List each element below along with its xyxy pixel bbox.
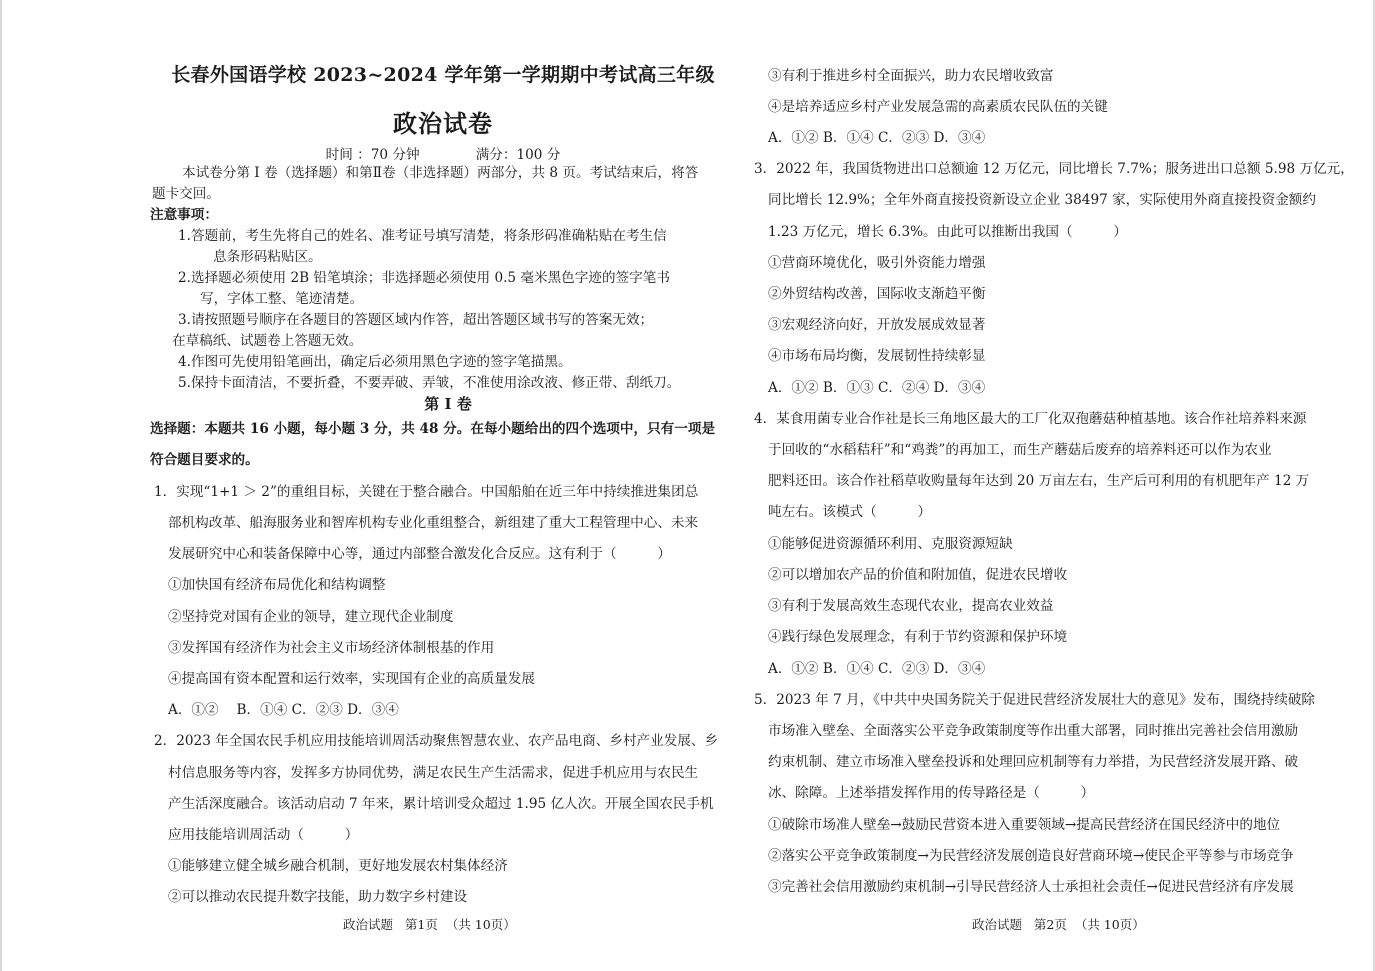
q5-stem-line: 市场准入壁垒、全面落实公平竞争政策制度等作出重大部署，同时推出完善社会信用激励 (768, 723, 1299, 739)
q4-option: ①能够促进资源循环利用、克服资源短缺 (768, 536, 1013, 552)
intro-line-1: 本试卷分第 Ⅰ 卷（选择题）和第Ⅱ卷（非选择题）两部分，共 8 页。考试结束后，将答 (182, 165, 699, 181)
q3-stem-line: 3．2022 年，我国货物进出口总额逾 12 万亿元，同比增长 7.7%；服务进出口总额 5.98 万亿元， (754, 161, 1354, 177)
note-line: 5.保持卡面清洁，不要折叠，不要弄破、弄皱，不准使用涂改液、修正带、刮纸刀。 (178, 375, 681, 391)
q1-choices: A．①② B．①④ C．②③ D．③④ (168, 702, 399, 718)
q3-option: ③宏观经济向好，开放发展成效显著 (768, 317, 986, 333)
q1-option: ④提高国有资本配置和运行效率，实现国有企业的高质量发展 (168, 671, 536, 687)
q5-stem-line: 5．2023 年 7 月，《中共中央国务院关于促进民营经济发展壮大的意见》发布，围绕持续破除 (754, 692, 1316, 708)
q2-option: ②可以推动农民提升数字技能，助力数字乡村建设 (168, 889, 468, 905)
left-page (148, 0, 726, 971)
q1-stem-line: 1．实现“1+1 ＞ 2”的重组目标，关键在于整合融合。中国船舶在近三年中持续推进集团总 (154, 484, 699, 500)
page-footer-left: 政治试题 第1页 （共 10页） (343, 917, 516, 932)
exam-title: 长春外国语学校 2023~2024 学年第一学期期中考试高三年级 (171, 64, 715, 86)
q1-option: ①加快国有经济布局优化和结构调整 (168, 577, 386, 593)
q2-option: ④是培养适应乡村产业发展急需的高素质农民队伍的关键 (768, 99, 1108, 115)
q5-stem-line: 约束机制、建立市场准入壁垒投诉和处理回应机制等有力举措，为民营经济发展开路、破 (768, 754, 1299, 770)
q4-option: ③有利于发展高效生态现代农业，提高农业效益 (768, 598, 1054, 614)
exam-subject-title: 政治试卷 (393, 109, 493, 138)
note-line: 2.选择题必须使用 2B 铅笔填涂；非选择题必须使用 0.5 毫米黑色字迹的签字笔书 (178, 270, 670, 286)
page-edge-left (0, 0, 2, 971)
q2-choices: A．①② B．①④ C．②③ D．③④ (768, 130, 986, 146)
q3-choices: A．①② B．①③ C．②④ D．③④ (768, 380, 986, 396)
q1-option: ②坚持党对国有企业的领导，建立现代企业制度 (168, 609, 454, 625)
q4-choices: A．①② B．①④ C．②③ D．③④ (768, 661, 986, 677)
q1-stem-line: 部机构改革、船海服务业和智库机构专业化重组整合，新组建了重大工程管理中心、未来 (168, 515, 699, 531)
q3-stem-line: 同比增长 12.9%；全年外商直接投资新设立企业 38497 家，实际使用外商直接投资金额约 (768, 192, 1316, 208)
q2-option: ①能够建立健全城乡融合机制，更好地发展农村集体经济 (168, 858, 508, 874)
q4-stem-line: 4．某食用菌专业合作社是长三角地区最大的工厂化双孢蘑菇种植基地。该合作社培养料来源 (754, 411, 1307, 427)
exam-meta: 时间 ：70 分钟 满分：100 分 (325, 147, 561, 163)
q5-option: ③完善社会信用激励约束机制→引导民营经济人士承担社会责任→促进民营经济有序发展 (768, 879, 1294, 895)
note-line: 3.请按照题号顺序在各题目的答题区域内作答，超出答题区域书写的答案无效； (178, 312, 654, 328)
note-line: 息条形码粘贴区。 (213, 249, 322, 265)
q4-stem-line: 于回收的“水稻秸秆”和“鸡粪”的再加工，而生产蘑菇后废弃的培养料还可以作为农业 (768, 442, 1272, 458)
q5-stem-line: 冰、除障。上述举措发挥作用的传导路径是（ ） (768, 785, 1095, 801)
q4-option: ②可以增加农产品的价值和附加值，促进农民增收 (768, 567, 1068, 583)
note-line: 写，字体工整、笔迹清楚。 (200, 291, 364, 307)
q3-option: ④市场布局均衡，发展韧性持续彰显 (768, 348, 986, 364)
note-line: 4.作图可先使用铅笔画出，确定后必须用黑色字迹的签字笔描黑。 (178, 354, 572, 370)
page-footer-right: 政治试题 第2页 （共 10页） (972, 917, 1145, 932)
q4-option: ④践行绿色发展理念，有利于节约资源和保护环境 (768, 629, 1068, 645)
q2-stem-line: 2．2023 年全国农民手机应用技能培训周活动聚焦智慧农业、农产品电商、乡村产业发展、乡 (154, 733, 719, 749)
q5-option: ①破除市场准人壁垒→鼓励民营资本进入重要领域→提高民营经济在国民经济中的地位 (768, 817, 1281, 833)
q4-stem-line: 肥料还田。该合作社稻草收购量每年达到 20 万亩左右，生产后可利用的有机肥年产 12 万 (768, 473, 1310, 489)
q1-stem-line: 发展研究中心和装备保障中心等，通过内部整合激发化合反应。这有利于（ ） (168, 546, 671, 562)
notes-heading: 注意事项： (150, 207, 218, 223)
q2-stem-line: 产生活深度融合。该活动启动 7 年来，累计培训受众超过 1.95 亿人次。开展全国农民手机 (168, 796, 714, 812)
q2-option: ③有利于推进乡村全面振兴，助力农民增收致富 (768, 68, 1054, 84)
note-line: 在草稿纸、试题卷上答题无效。 (172, 333, 363, 349)
q5-option: ②落实公平竞争政策制度→为民营经济发展创造良好营商环境→使民企平等参与市场竞争 (768, 848, 1294, 864)
q2-stem-line: 应用技能培训周活动（ ） (168, 827, 359, 843)
q3-option: ②外贸结构改善，国际收支渐趋平衡 (768, 286, 986, 302)
intro-line-2: 题卡交回。 (152, 186, 220, 202)
q1-option: ③发挥国有经济作为社会主义市场经济体制根基的作用 (168, 640, 495, 656)
q4-stem-line: 吨左右。该模式（ ） (768, 504, 932, 520)
q2-stem-line: 村信息服务等内容，发挥多方协同优势，满足农民生产生活需求，促进手机应用与农民生 (168, 765, 699, 781)
q3-stem-line: 1.23 万亿元，增长 6.3%。由此可以推断出我国（ ） (768, 224, 1127, 240)
right-page (752, 0, 1354, 971)
note-line: 1.答题前，考生先将自己的姓名、准考证号填写清楚，将条形码准确粘贴在考生信 (178, 228, 667, 244)
section-instruction-line-2: 符合题目要求的。 (150, 452, 259, 468)
section-instruction-line-1: 选择题：本题共 16 小题，每小题 3 分，共 48 分。在每小题给出的四个选项中，只有一项是 (150, 421, 716, 437)
section-heading: 第 Ⅰ 卷 (424, 395, 472, 413)
q3-option: ①营商环境优化，吸引外资能力增强 (768, 255, 986, 271)
